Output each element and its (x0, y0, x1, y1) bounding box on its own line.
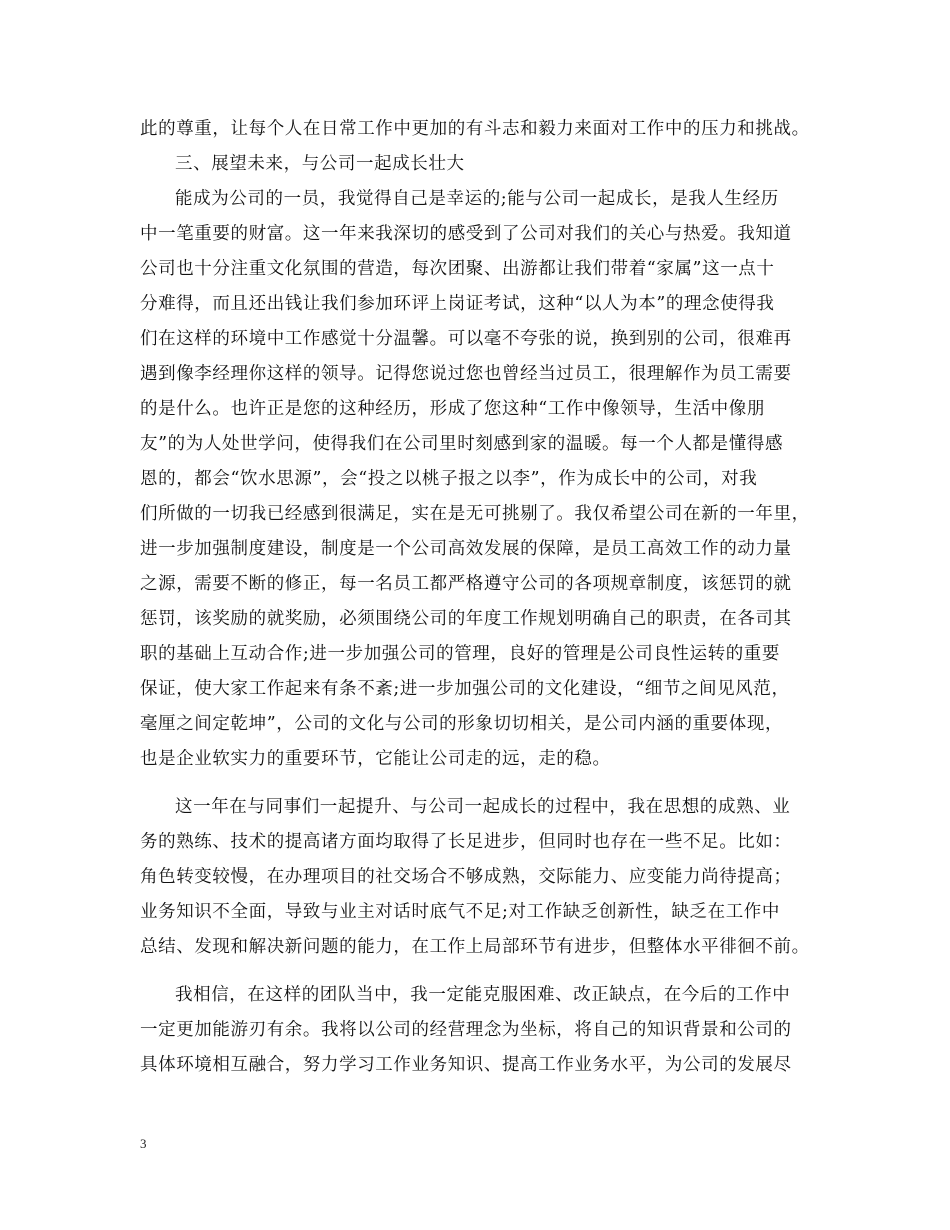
text-line: 们所做的一切我已经感到很满足，实在是无可挑剔了。我仅希望公司在新的一年里， (140, 504, 810, 524)
text-line: 也是企业软实力的重要环节，它能让公司走的远，走的稳。 (140, 749, 611, 769)
text-line: 的是什么。也许正是您的这种经历，形成了您这种“工作中像领导，生活中像朋 (140, 399, 765, 419)
text-line: 惩罚，该奖励的就奖励，必须围绕公司的年度工作规划明确自己的职责，在各司其 (140, 609, 792, 629)
text-line: 角色转变较慢，在办理项目的社交场合不够成熟，交际能力、应变能力尚待提高； (140, 867, 792, 887)
text-line: 务的熟练、技术的提高诸方面均取得了长足进步，但同时也存在一些不足。比如： (140, 832, 792, 852)
text-line: 这一年在与同事们一起提升、与公司一起成长的过程中，我在思想的成熟、业 (175, 797, 791, 817)
text-line: 中一笔重要的财富。这一年来我深切的感受到了公司对我们的关心与热爱。我知道 (140, 224, 792, 244)
page-number: 3 (140, 1136, 147, 1151)
text-line: 们在这样的环境中工作感觉十分温馨。可以毫不夸张的说，换到别的公司，很难再 (140, 329, 792, 349)
text-line: 我相信，在这样的团队当中，我一定能克服困难、改正缺点，在今后的工作中 (175, 985, 791, 1005)
text-line: 遇到像李经理你这样的领导。记得您说过您也曾经当过员工，很理解作为员工需要 (140, 364, 792, 384)
text-line: 恩的，都会“饮水思源”，会“投之以桃子报之以李”，作为成长中的公司，对我 (140, 469, 758, 489)
section-heading: 三、展望未来，与公司一起成长壮大 (175, 154, 465, 174)
text-line: 业务知识不全面，导致与业主对话时底气不足;对工作缺乏创新性，缺乏在工作中 (140, 902, 780, 922)
text-line: 具体环境相互融合，努力学习工作业务知识、提高工作业务水平，为公司的发展尽 (140, 1055, 792, 1075)
text-line: 友”的为人处世学问，使得我们在公司里时刻感到家的温暖。每一个人都是懂得感 (140, 434, 784, 454)
text-line: 职的基础上互动合作;进一步加强公司的管理，良好的管理是公司良性运转的重要 (140, 644, 780, 664)
text-line: 公司也十分注重文化氛围的营造，每次团聚、出游都让我们带着“家属”这一点十 (140, 259, 775, 279)
text-line: 总结、发现和解决新问题的能力，在工作上局部环节有进步，但整体水平徘徊不前。 (140, 937, 810, 957)
text-line: 毫厘之间定乾坤”，公司的文化与公司的形象切切相关，是公司内涵的重要体现， (140, 714, 784, 734)
text-line: 分难得，而且还出钱让我们参加环评上岗证考试，这种“以人为本”的理念使得我 (140, 294, 775, 314)
text-line: 能成为公司的一员，我觉得自己是幸运的;能与公司一起成长，是我人生经历 (175, 189, 779, 209)
text-line: 保证，使大家工作起来有条不紊;进一步加强公司的文化建设，“细节之间见风范， (140, 679, 790, 699)
text-line: 一定更加能游刃有余。我将以公司的经营理念为坐标，将自己的知识背景和公司的 (140, 1020, 792, 1040)
text-line: 进一步加强制度建设，制度是一个公司高效发展的保障，是员工高效工作的动力量 (140, 539, 792, 559)
text-line: 此的尊重，让每个人在日常工作中更加的有斗志和毅力来面对工作中的压力和挑战。 (140, 119, 810, 139)
text-line: 之源，需要不断的修正，每一名员工都严格遵守公司的各项规章制度，该惩罚的就 (140, 574, 792, 594)
